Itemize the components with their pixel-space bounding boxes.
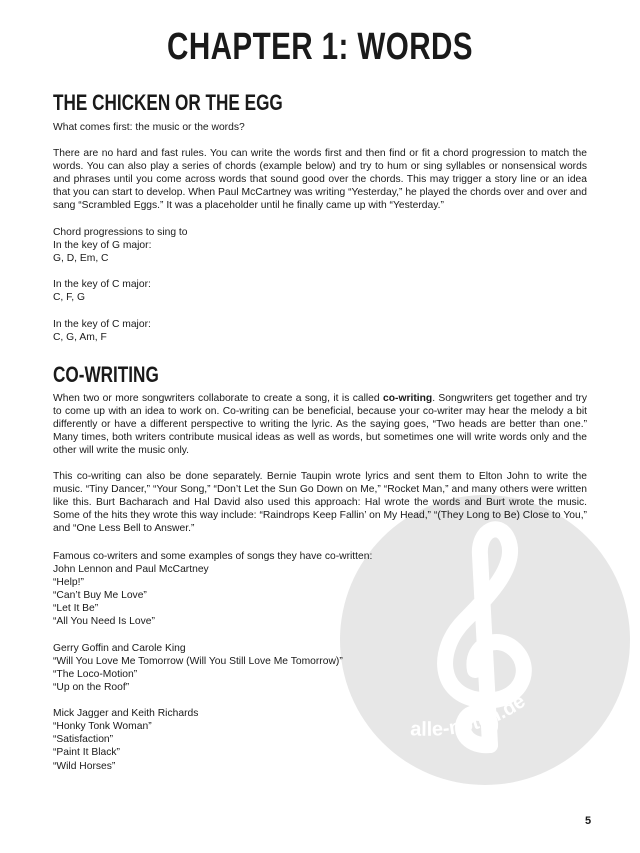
- key-chords: C, G, Am, F: [53, 331, 107, 343]
- key-chords: C, F, G: [53, 292, 86, 304]
- key-label: In the key of G major:: [53, 240, 152, 252]
- chords-intro: Chord progressions to sing to: [53, 227, 188, 238]
- page-number: 5: [585, 815, 592, 827]
- section-heading-co-writing: CO-WRITING: [53, 362, 159, 387]
- section-heading-chicken-egg: THE CHICKEN OR THE EGG: [53, 90, 283, 115]
- pair-names: Gerry Goffin and Carole King: [53, 642, 186, 654]
- song-title: “Paint It Black”: [53, 747, 120, 759]
- song-title: “Satisfaction”: [53, 734, 114, 746]
- song-title: “Help!”: [53, 577, 84, 589]
- song-title: “Can’t Buy Me Love”: [53, 590, 147, 602]
- song-title: “Will You Love Me Tomorrow (Will You Still Love Me Tomorrow)”: [53, 655, 343, 667]
- pair-names: John Lennon and Paul McCartney: [53, 564, 209, 576]
- song-title: “Up on the Roof”: [53, 681, 130, 693]
- co-writing-term: co-writing: [383, 393, 433, 404]
- section1-intro: What comes first: the music or the words?: [53, 122, 245, 133]
- song-title: “All You Need Is Love”: [53, 616, 155, 628]
- watermark-text: alle-noten.de: [409, 690, 530, 741]
- song-title: “Honky Tonk Woman”: [53, 721, 152, 733]
- chord-progressions: [53, 226, 587, 344]
- song-title: “Let It Be”: [53, 603, 99, 615]
- song-title: “Wild Horses”: [53, 760, 116, 772]
- key-label: In the key of C major:: [53, 279, 151, 291]
- co-writing-paragraph-1: When two or more songwriters collaborate to create a song, it is called co-writing. Songwriters get together and try to come up with an idea to work on. Co-writing can be beneficial, because your co-writer may hear the melody a bit differently or have a different perspective to writing the lyric. As the saying goes, “Two heads are better than one.” Many times, both writers contribute musical ideas as well as words, but sometimes one will write words only and the other will write the music only.: [53, 393, 588, 457]
- pair-names: Mick Jagger and Keith Richards: [53, 708, 199, 720]
- famous-co-writers-list: [53, 550, 587, 773]
- section1-paragraph: There are no hard and fast rules. You can write the words first and then find or fit a chord progression to match the words. You can also play a series of chords (example below) and try to hum or sing syllables or nonsensical words and phrases until you come across words that sound good over the chords. This may trigger a story line or an idea that you can start to develop. When Paul McCartney was writing “Yesterday,” he played the chords over and over and sang “Scrambled Eggs.” It was a placeholder until he finally came up with “Yesterday.”: [53, 148, 587, 212]
- key-chords: G, D, Em, C: [53, 253, 109, 265]
- key-label: In the key of C major:: [53, 318, 151, 330]
- famous-intro: Famous co-writers and some examples of songs they have co-written:: [53, 551, 373, 562]
- chapter-title: CHAPTER 1: WORDS: [167, 26, 473, 68]
- song-title: “The Loco-Motion”: [53, 668, 138, 680]
- co-writing-paragraph-2: This co-writing can also be done separately. Bernie Taupin wrote lyrics and sent them to Elton John to write the music. “Tiny Dancer,” “Your Song,” “Don’t Let the Sun Go Down on Me,” “Rocket Man,” and many others were written like this. Burt Bacharach and Hal David also used this approach: Hal wrote the words and Burt wrote the music. Some of the hits they wrote this way include: “Raindrops Keep Fallin’ on My Head,” “(They Long to Be) Close to You,” and “One Less Bell to Answer.”: [53, 471, 587, 535]
